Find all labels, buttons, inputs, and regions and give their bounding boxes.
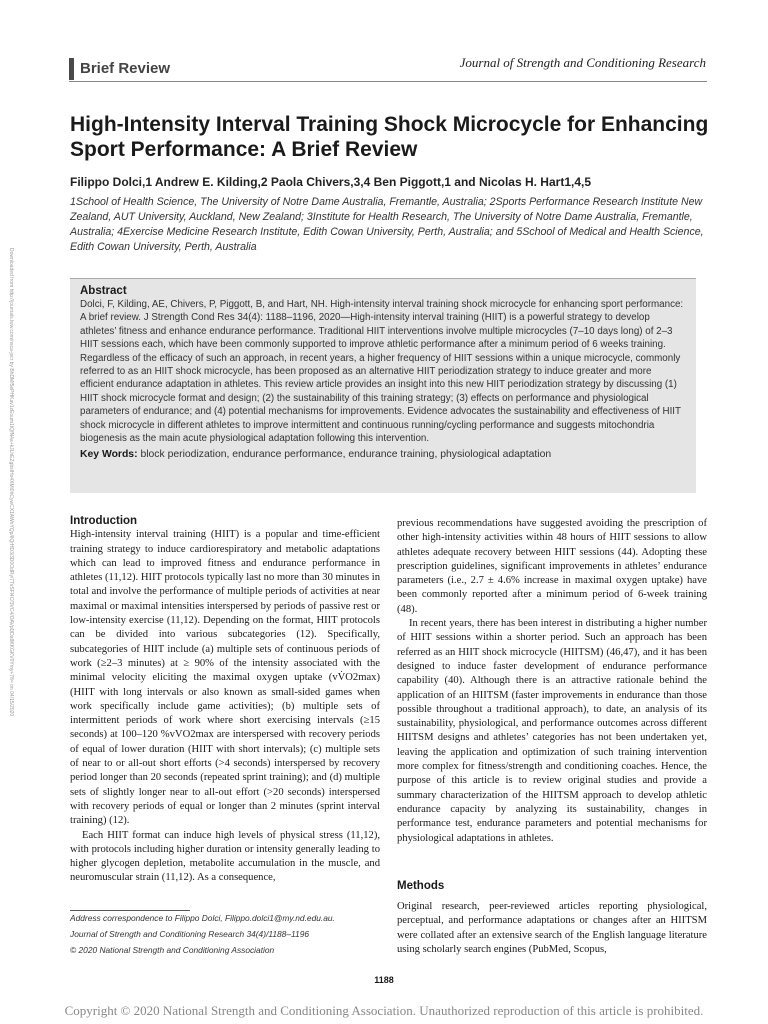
download-side-note: [4, 248, 16, 848]
footnote-citation: Journal of Strength and Conditioning Research 34(4)/1188–1196: [70, 929, 310, 939]
footnote-copyright: © 2020 National Strength and Conditioning Association: [70, 945, 275, 955]
journal-name: Journal of Strength and Conditioning Research: [459, 55, 706, 70]
header-divider: [69, 81, 707, 82]
author-list: Filippo Dolci,1 Andrew E. Kilding,2 Paola Chivers,3,4 Ben Piggott,1 and Nicolas H. Hart1,4,5: [70, 175, 592, 189]
left-column: [70, 515, 380, 886]
page-number: 1188: [374, 975, 394, 985]
footnote-divider: [70, 910, 190, 911]
keywords-list: block periodization, endurance performance, endurance training, physiological adaptation: [140, 449, 552, 461]
methods-heading: Methods: [397, 880, 445, 892]
intro-paragraph-2: Each HIIT format can induce high levels of physical stress (11,12), with protocols including higher duration or intensity generally leading to higher glycogen depletion, metabolite accumulation in the muscle, and neuromuscular strain (11,12). As a consequence,: [70, 829, 380, 884]
abstract-heading: Abstract: [80, 285, 127, 297]
keywords-label: Key Words:: [80, 449, 138, 461]
right-column: [397, 517, 707, 846]
bottom-copyright: Copyright © 2020 National Strength and Conditioning Association. Unauthorized reproduction of this article is prohibited.: [64, 1003, 704, 1018]
intro-paragraph-3: previous recommendations have suggested avoiding the prescription of other high-intensity activities within 48 hours of HIIT sessions to allow athletes adequate recovery between HIIT sessions (44). Adopting these prescription guidelines, significant improvements in athletes’ endurance parameters (i.e., 2.7 ± 4.6% increase in maximal oxygen uptake) have been commonly reported after a minimum period of 6-week training (48).: [397, 518, 707, 615]
intro-paragraph-4: In recent years, there has been interest in distributing a higher number of HIIT sessions within a shorter period. Such an approach has been referred as an HIIT shock microcycle (HIITSM) (46,47), and it has been designed to induce faster development of endurance performance capability (40). Although there is an attractive rationale behind the application of an HIITSM (faster improvements in endurance than those possible throughout a traditional approach), to date, an analysis of its sustainability, physiological, and performance outcomes across different HIITSM designs and athletes’ categories has not been undertaken yet, leaving the application and optimization of such training intervention more complex for fitness/strength and conditioning coaches. Hence, the purpose of this article is to review original studies and provide a summary characterization of the HIITSM approach to develop athletic endurance capacity by analyzing its sustainability, changes in performance test, endurance parameters and potential mechanisms for physiological adaptations in athletes.: [397, 618, 707, 844]
methods-body: Original research, peer-reviewed articles reporting physiological, perceptual, and performance adaptations or changes after an HIITSM were collated after an extensive search of the English language literature using scholarly search engines (PubMed, Scopus,: [397, 901, 707, 955]
intro-paragraph-1: High-intensity interval training (HIIT) is a popular and time-efficient training strategy to induce cardiorespiratory and metabolic adaptations which can lead to improved fitness and endurance performance in athletes (11,12). HIIT protocols typically last no more than 30 minutes in total and involve the performance of multiple periods of activities at near maximal or maximal intensities interspersed by periods of passive rest or low-intensity exercise (11,12). Depending on the format, HIIT protocols can be divided into various subcategories (12). Specifically, subcategories of HIIT include (a) multiple sets of continuous periods of work (≥2–3 minutes) at ≥ 90% of the intensity associated with the minimal velocity eliciting the maximal oxygen uptake (vV̇O2max) (HIIT with long intervals or also known as small-sided games when work specifically include game activities); (b) multiple sets of intermittent periods of work where short exercising intervals (≥15 seconds) at 100–120 %vVO2max are interspersed with recovery periods of equal of lower duration (HIIT with short intervals); (c) multiple sets of near to or all-out short efforts (>4 seconds) interspersed by recovery period longer than 20 seconds (repeated sprint training); and (d) multiple sets of slightly longer near to all-out effort (>20 seconds) interspersed with recovery periods of equal or longer than 2 minutes (sprint interval training) (12).: [70, 529, 380, 827]
abstract-box: [70, 278, 696, 493]
affiliations: 1School of Health Science, The University of Notre Dame Australia, Fremantle, Australia; 2Sports Performance Research Institute New Zealand, AUT University, Auckland, New Zealand; 3Institute for Health Research, The University of Notre Dame Australia, Fremantle, Australia; 4Exercise Medicine Research Institute, Edith Cowan University, Perth, Australia; and 5School of Medical and Health Science, Edith Cowan University, Perth, Australia: [70, 196, 704, 253]
footnote-correspondence: Address correspondence to Filippo Dolci, Filippo.dolci1@my.nd.edu.au.: [70, 913, 335, 923]
intro-heading: Introduction: [70, 515, 138, 527]
header-accent-bar: [69, 58, 74, 80]
article-title: High-Intensity Interval Training Shock Microcycle for Enhancing Sport Performance: A Brief Review: [70, 113, 709, 161]
abstract-body: Dolci, F, Kilding, AE, Chivers, P, Piggott, B, and Hart, NH. High-intensity interval training shock microcycle for enhancing sport performance: A brief review. J Strength Cond Res 34(4): 1188–1196, 2020—High-intensity interval training (HIIT) is a powerful strategy to develop athletes’ fitness and enhance endurance performance. Traditional HIIT interventions involve multiple microcycles (7–10 days long) of 2–3 HIIT sessions each, which have been commonly supported to improve athletic performance after a minimum period of 6 weeks training. Regardless of the efficacy of such an approach, in recent years, a higher frequency of HIIT sessions within a unique microcycle, commonly referred to as an HIIT shock microcycle, has been proposed as an alternative HIIT periodization strategy to induce greater and more efficient endurance adaptation in athletes. This review article provides an insight into this new HIIT periodization strategy by discussing (1) HIIT shock microcycle format and design; (2) the sustainability of this training strategy; (3) effects on performance and physiological parameters of endurance; and (4) potential mechanisms for improvements. Evidence advocates the sustainability and effectiveness of HIIT shock microcycle in different athletes to improve intermittent and continuous running/cycling performance and suggests mitochondria biogenesis as the main acute physiological adaptation following this intervention.: [80, 299, 684, 445]
section-label: Brief Review: [80, 60, 171, 77]
keywords: [80, 449, 686, 460]
download-side-note-text: Downloaded from http://journals.lww.com/nsca-jscr by BhDMf5ePHKav1zEoum1tQfN4a+kJLhEZgbsIHo4XMi0hCywCX1AWnYQp/IlQrHD3i3D0OdRyi7TvSFl4Cf3VC4/OAVpDDa8KKGKV0Ymy+78= on 04/15/2020: [8, 248, 14, 717]
